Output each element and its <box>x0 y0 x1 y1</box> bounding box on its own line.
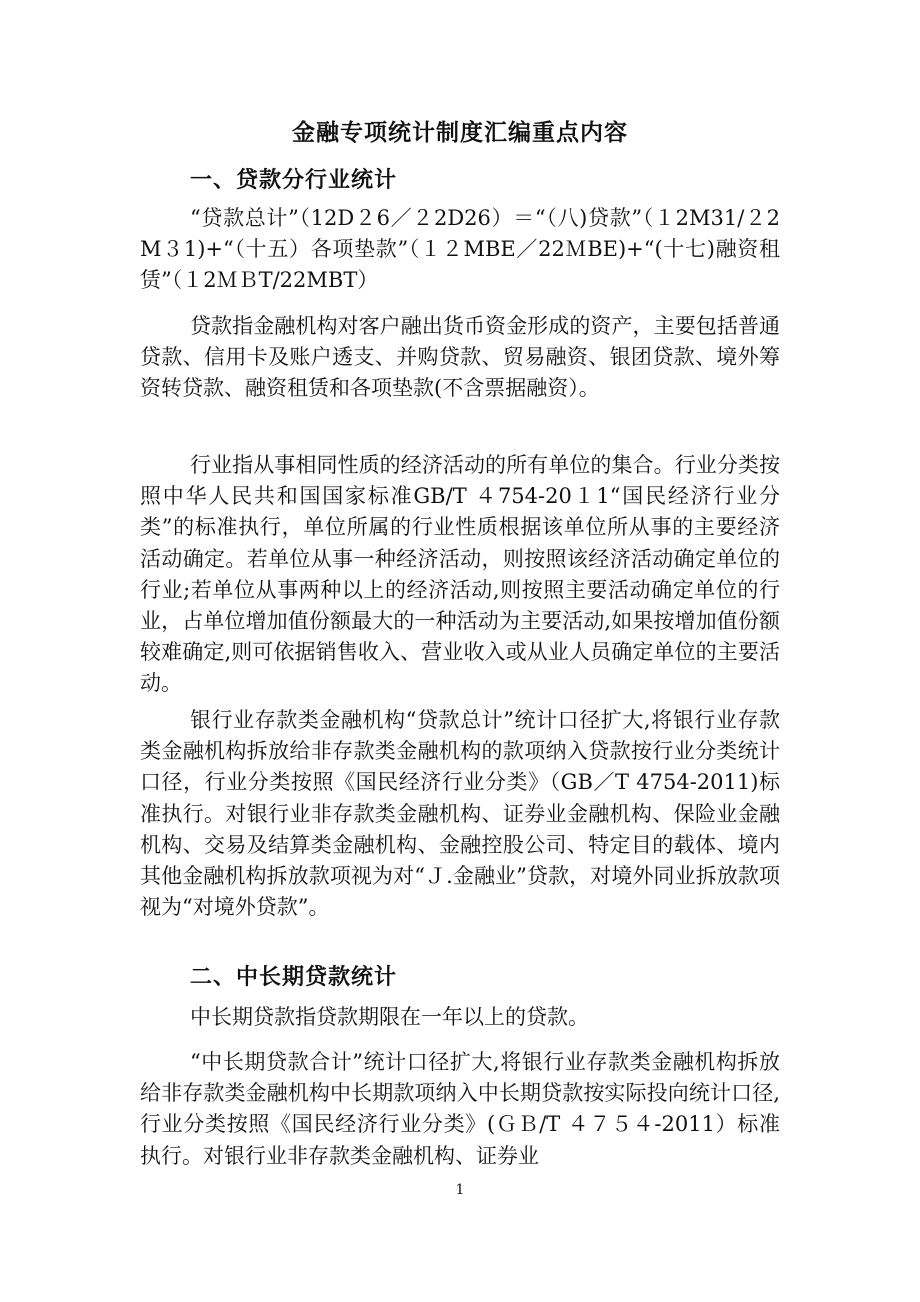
paragraph-medium-long-term-definition: 中长期贷款指贷款期限在一年以上的贷款。 <box>190 1005 589 1029</box>
paragraph-loan-definition: 贷款指金融机构对客户融出货币资金形成的资产，主要包括普通贷款、信用卡及账户透支、并购贷款、贸易融资、银团贷款、境外筹资转贷款、融资租赁和各项垫款(不含票据融资）。 <box>140 314 780 401</box>
section-heading-loans-by-industry: 一、贷款分行业统计 <box>190 168 398 193</box>
page-title: 金融专项统计制度汇编重点内容 <box>292 120 628 146</box>
paragraph-industry-definition: 行业指从事相同性质的经济活动的所有单位的集合。行业分类按照中华人民共和国国家标准GB/T ４754-20１1“国民经济行业分类”的标准执行，单位所属的行业性质根据该单位所从事的主要经济活动确定。若单位从事一种经济活动，则按照该经济活动确定单位的行业;若单位从事两种以上的经济活动,则按照主要活动确定单位的行业，占单位增加值份额最大的一种活动为主要活动,如果按增加值份额较难确定,则可依据销售收入、营业收入或从业人员确定单位的主要活动。 <box>140 453 780 696</box>
page-number: 1 <box>455 1182 465 1198</box>
section-heading-medium-long-term-loans: 二、中长期贷款统计 <box>190 965 398 990</box>
paragraph-loan-scope-expansion: 银行业存款类金融机构“贷款总计”统计口径扩大,将银行业存款类金融机构拆放给非存款类金融机构的款项纳入贷款按行业分类统计口径，行业分类按照《国民经济行业分类》（GB／T 4754-2011)标准执行。对银行业非存款类金融机构、证券业金融机构、保险业金融机构、交易及结算类金融机构、金融控股公司、特定目的载体、境内其他金融机构拆放款项视为对“Ｊ.金融业”贷款，对境外同业拆放款项视为“对境外贷款”。 <box>140 708 780 920</box>
paragraph-loan-total-formula: “贷款总计”（12D２6／２2D26）＝“（八)贷款”（１2M31/２2M３1)+“（十五）各项垫款”（１２MBE／22ＭBE)+“(十七)融资租赁”（１2ＭＢT/22MBT） <box>140 206 780 293</box>
paragraph-medium-long-term-scope: “中长期贷款合计”统计口径扩大,将银行业存款类金融机构拆放给非存款类金融机构中长期款项纳入中长期贷款按实际投向统计口径,行业分类按照《国民经济行业分类》(ＧＢ/T ４７５４-2011）标准执行。对银行业非存款类金融机构、证券业 <box>140 1050 780 1168</box>
